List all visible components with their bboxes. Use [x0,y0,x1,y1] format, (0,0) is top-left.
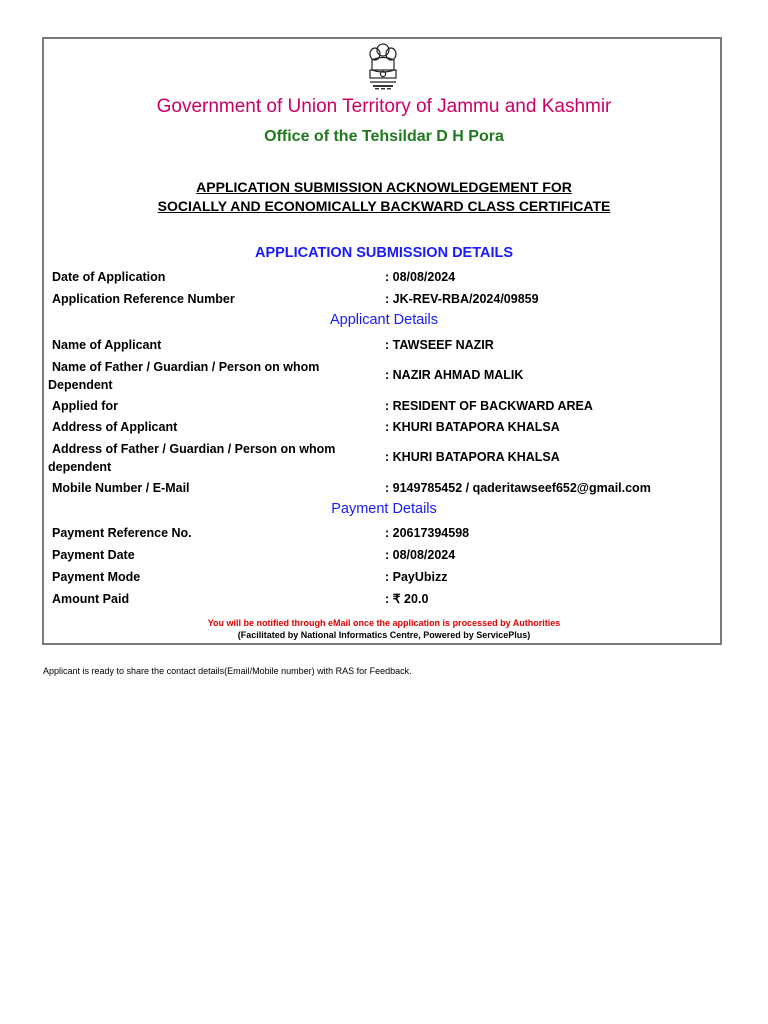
facilitated-by-note: (Facilitated by National Informatics Centre, Powered by ServicePlus) [237,630,531,640]
payment-reference-label: Payment Reference No. [52,526,192,540]
acknowledgement-title-line-1: APPLICATION SUBMISSION ACKNOWLEDGEMENT FOR [196,179,572,195]
father-name-label: Name of Father / Guardian / Person on whom Dependent [48,360,320,392]
father-name-value: : NAZIR AHMAD MALIK [385,368,524,382]
amount-paid-value: : ₹ 20.0 [385,592,429,606]
national-emblem-icon [364,40,402,98]
payment-details-heading: Payment Details [331,501,437,517]
application-reference-value: : JK-REV-RBA/2024/09859 [385,292,539,306]
email-notification-notice: You will be notified through eMail once the application is processed by Authorities [207,618,561,628]
submission-details-heading: APPLICATION SUBMISSION DETAILS [254,245,514,261]
contact-value: : 9149785452 / qaderitawseef652@gmail.com [385,481,651,495]
payment-reference-value: : 20617394598 [385,526,470,540]
government-title: Government of Union Territory of Jammu and Kashmir [156,96,612,117]
acknowledgement-title-line-2: SOCIALLY AND ECONOMICALLY BACKWARD CLASS CERTIFICATE [157,198,611,214]
applied-for-value: : RESIDENT OF BACKWARD AREA [385,399,593,413]
office-title: Office of the Tehsildar D H Pora [264,128,504,145]
acknowledgement-title [0,178,768,216]
father-address-value: : KHURI BATAPORA KHALSA [385,450,560,464]
application-reference-label: Application Reference Number [52,292,235,306]
payment-date-value: : 08/08/2024 [385,548,456,562]
date-of-application-label: Date of Application [52,270,166,284]
amount-paid-label: Amount Paid [52,592,130,606]
applicant-details-heading: Applicant Details [330,312,438,328]
applicant-address-value: : KHURI BATAPORA KHALSA [385,420,560,434]
father-address-label: Address of Father / Guardian / Person on whom dependent [48,442,336,474]
payment-mode-value: : PayUbizz [385,570,448,584]
footer-feedback-note: Applicant is ready to share the contact details(Email/Mobile number) with RAS for Feedback. [43,666,412,676]
applicant-name-value: : TAWSEEF NAZIR [385,338,494,352]
applicant-address-label: Address of Applicant [52,420,178,434]
payment-mode-label: Payment Mode [52,570,141,584]
applied-for-label: Applied for [52,399,118,413]
date-of-application-value: : 08/08/2024 [385,270,456,284]
contact-label: Mobile Number / E-Mail [52,481,190,495]
applicant-name-label: Name of Applicant [52,338,162,352]
payment-date-label: Payment Date [52,548,135,562]
